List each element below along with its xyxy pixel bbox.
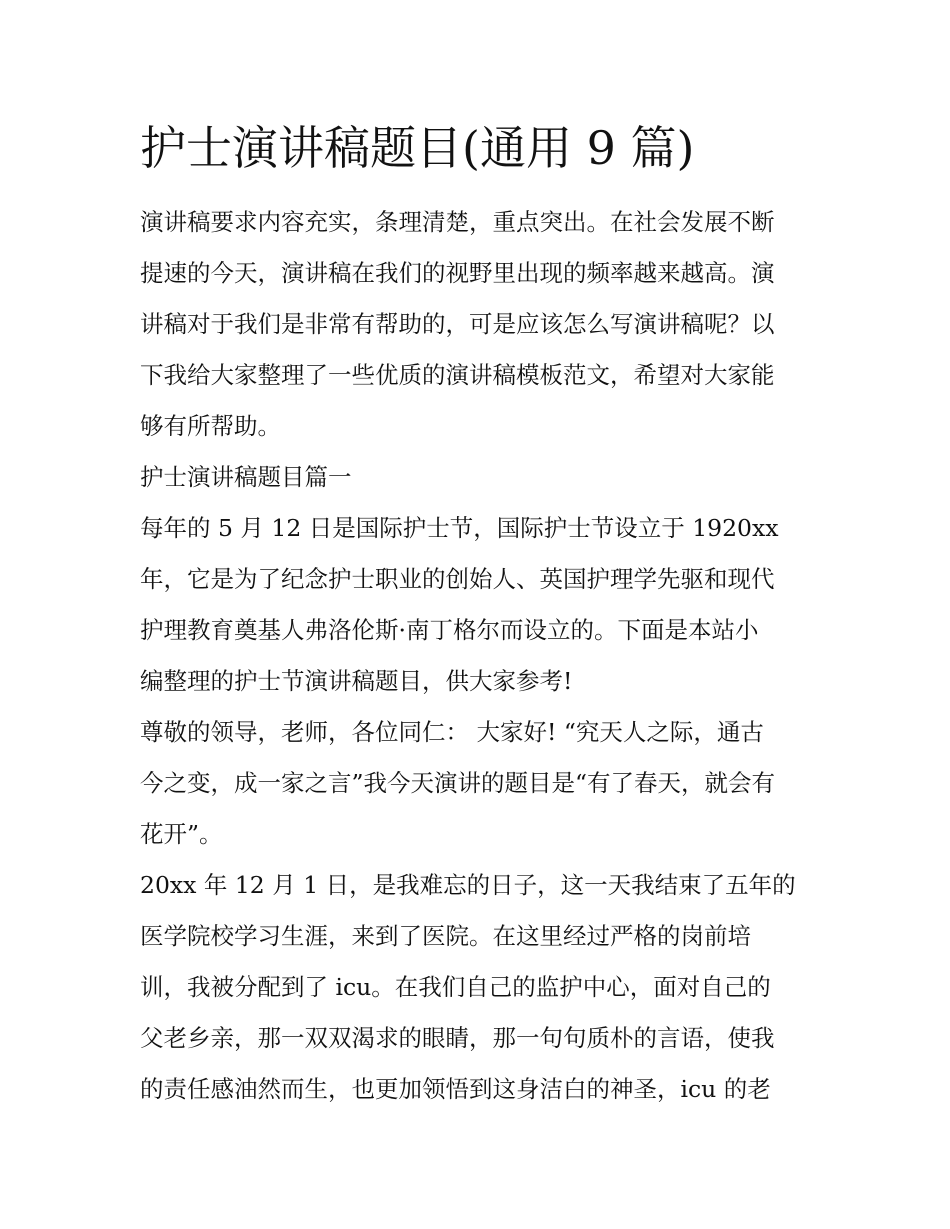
- text-line: 训，我被分配到了 icu。在我们自己的监护中心，面对自己的: [140, 973, 771, 1001]
- section-heading: 护士演讲稿题目篇一: [140, 463, 352, 491]
- text-line: 护理教育奠基人弗洛伦斯·南丁格尔而设立的。下面是本站小: [140, 616, 759, 644]
- text-line: 演讲稿要求内容充实，条理清楚，重点突出。在社会发展不断: [140, 208, 775, 236]
- text-line: 医学院校学习生涯，来到了医院。在这里经过严格的岗前培: [140, 922, 751, 950]
- text-line: 够有所帮助。: [140, 412, 281, 440]
- text-line: 年，它是为了纪念护士职业的创始人、英国护理学先驱和现代: [140, 565, 775, 593]
- text-line: 下我给大家整理了一些优质的演讲稿模板范文，希望对大家能: [140, 361, 775, 389]
- page-title: 护士演讲稿题目(通用 9 篇): [140, 121, 695, 175]
- text-line: 的责任感油然而生，也更加领悟到这身洁白的神圣，icu 的老: [140, 1075, 771, 1103]
- document-body: [140, 197, 820, 1115]
- text-line: 花开”。: [140, 820, 223, 848]
- text-line: 20xx 年 12 月 1 日，是我难忘的日子，这一天我结束了五年的: [140, 871, 796, 899]
- text-line: 今之变，成一家之言”我今天演讲的题目是“有了春天，就会有: [140, 769, 776, 797]
- text-line: 父老乡亲，那一双双渴求的眼睛，那一句句质朴的言语，使我: [140, 1024, 775, 1052]
- text-line: 提速的今天，演讲稿在我们的视野里出现的频率越来越高。演: [140, 259, 775, 287]
- text-line: 尊敬的领导，老师，各位同仁： 大家好! “究天人之际，通古: [140, 718, 764, 746]
- text-line: 每年的 5 月 12 日是国际护士节，国际护士节设立于 1920xx: [140, 514, 779, 542]
- text-line: 讲稿对于我们是非常有帮助的，可是应该怎么写演讲稿呢？以: [140, 310, 775, 338]
- text-line: 编整理的护士节演讲稿题目，供大家参考!: [140, 667, 573, 695]
